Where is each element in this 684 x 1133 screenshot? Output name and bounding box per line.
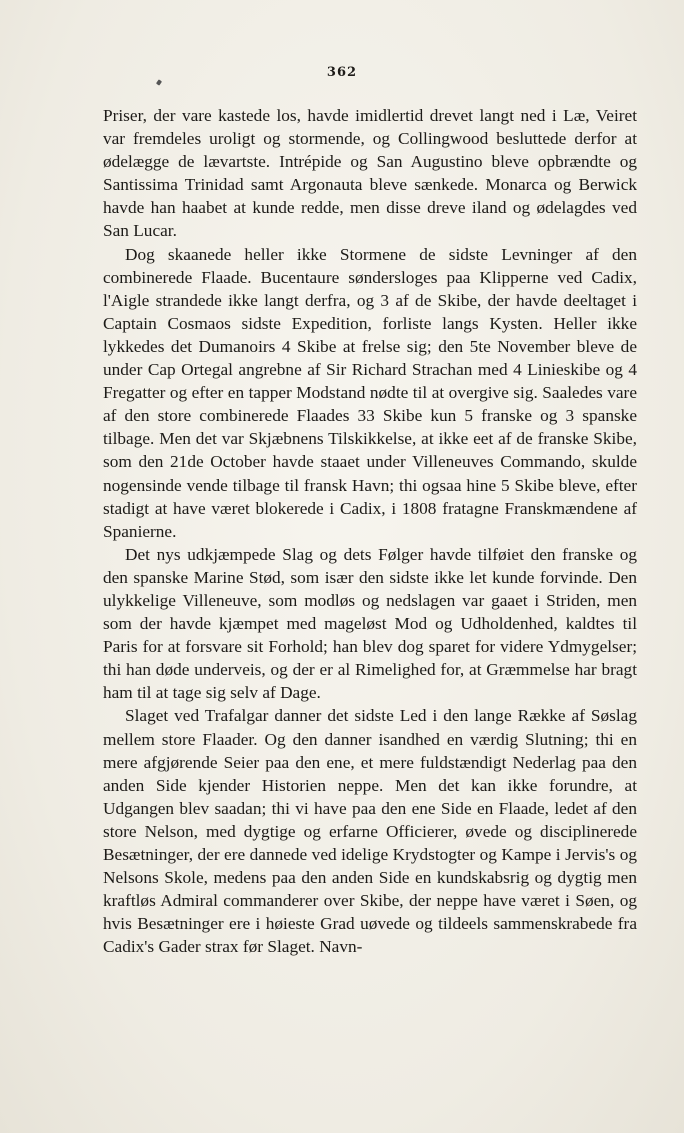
paragraph: Priser, der vare kastede los, havde imidlertid drevet langt ned i Læ, Veiret var fremdeles uroligt og stormende, og Collingwood besluttede derfor at ødelægge de lævartste. Intrépide og San Augustino bleve opbrændte og Santissima Trinidad samt Argonauta bleve sænkede. Monarca og Berwick havde han haabet at kunde redde, men disse dreve iland og ødelagdes ved San Lucar.: [103, 106, 637, 241]
body-text: [103, 104, 637, 958]
paragraph: Slaget ved Trafalgar danner det sidste Led i den lange Række af Søslag mellem store Flaader. Og den danner isandhed en værdig Slutning; thi en mere afgjørende Seier paa den ene, et mere fuldstændigt Nederlag paa den anden Side kjender Historien neppe. Men det kan ikke forundre, at Udgangen blev saadan; thi vi have paa den ene Side en Flaade, ledet af den store Nelson, med dygtige og erfarne Officierer, øvede og disciplinerede Besætninger, der ere dannede ved idelige Krydstogter og Kampe i Jervis's og Nelsons Skole, medens paa den anden Side en kundskabsrig og dygtig men kraftløs Admiral commanderer over Skibe, der neppe have været i Søen, og hvis Besætninger ere i høieste Grad uøvede og tildeels sammenskrabede fra Cadix's Gader strax før Slaget. Navn-: [103, 706, 637, 957]
paragraph: Det nys udkjæmpede Slag og dets Følger havde tilføiet den franske og den spanske Marine Stød, som især den sidste ikke let kunde forvinde. Den ulykkelige Villeneuve, som modløs og nedslagen var gaaet i Striden, men som der havde kjæmpet med mageløst Mod og Udholdenhed, kaldtes til Paris for at forsvare sit Forhold; han blev dog sparet for videre Ydmygelser; thi han døde underveis, og der er al Rimelighed for, at Græmmelse har bragt ham til at tage sig selv af Dage.: [103, 544, 637, 703]
ink-mark: [156, 79, 162, 85]
paragraph: Dog skaanede heller ikke Stormene de sidste Levninger af den combinerede Flaade. Bucentaure søndersloges paa Klipperne ved Cadix, l'Aigle strandede ikke langt derfra, og 3 af de Skibe, der havde deeltaget i Captain Cosmaos sidste Expedition, forliste langs Kysten. Heller ikke lykkedes det Dumanoirs 4 Skibe at frelse sig; den 5te November bleve de under Cap Ortegal angrebne af Sir Richard Strachan med 4 Linieskibe og 4 Fregatter og efter en tapper Modstand nødte til at overgive sig. Saaledes vare af den store combinerede Flaades 33 Skibe kun 5 franske og 3 spanske tilbage. Men det var Skjæbnens Tilskikkelse, at ikke eet af de franske Skibe, som den 21de October havde staaet under Villeneuves Commando, skulde nogensinde vende tilbage til fransk Havn; thi ogsaa hine 5 Skibe bleve, efter stadigt at have været blokerede i Cadix, i 1808 fratagne Franskmændene af Spanierne.: [103, 244, 637, 541]
page-number: 362: [326, 65, 358, 80]
